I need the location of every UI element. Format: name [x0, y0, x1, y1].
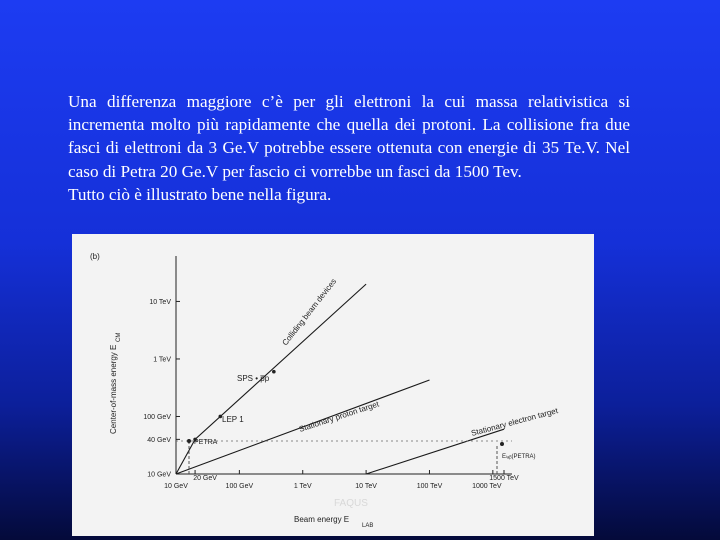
petra-point — [187, 439, 191, 443]
x-tick-label: 10 GeV — [164, 483, 188, 490]
x-tick-label: 10 TeV — [355, 483, 377, 490]
y-tick-label: 100 GeV — [143, 413, 171, 421]
elab-petra-label: Eₗₐᵦ(PETRA) — [502, 454, 536, 460]
y-tick-label: 1 TeV — [153, 356, 171, 364]
x-axis-title: Beam energy E — [294, 515, 350, 524]
lep-label: LEP 1 — [222, 415, 244, 424]
watermark-faqus: FAQUS — [334, 498, 368, 509]
y-axis-sub: CM — [116, 332, 122, 342]
x-axis-sub: LAB — [362, 523, 374, 529]
electron-target-line — [366, 429, 504, 474]
x-tick-label: 1500 TeV — [489, 475, 519, 482]
x-tick-label: 100 GeV — [225, 483, 254, 490]
panel-label: (b) — [90, 252, 100, 261]
body-paragraph-2: Tutto ciò è illustrato bene nella figura. — [68, 184, 332, 204]
elab-point — [500, 442, 504, 446]
body-paragraph: Una differenza maggiore c’è per gli elettroni la cui massa relativistica si incrementa molto più rapidamente che quella dei protoni. La collisione fra due fasci di elettroni da 3 Ge.V potrebbe essere ottenuta con energie di 35 Te.V. Nel caso di Petra 20 Ge.V per fascio ci vorrebbe un fasci da 1500 Tev. — [68, 92, 630, 181]
data-point — [272, 370, 276, 374]
colliding-beam-label: Colliding beam devices — [280, 276, 339, 348]
x-tick-label: 1000 TeV — [472, 483, 502, 490]
slide-body-text — [68, 90, 630, 206]
energy-chart-svg — [72, 234, 594, 536]
y-tick-label: 40 GeV — [147, 436, 171, 444]
x-tick-label: 100 TeV — [416, 483, 443, 490]
sps-label: SPS • p̅p — [237, 374, 270, 383]
chart-series — [176, 284, 504, 474]
y-tick-label: 10 GeV — [147, 471, 171, 479]
energy-chart-figure — [72, 234, 594, 536]
axis-ticks — [143, 299, 519, 490]
proton-target-label: Stationary proton target — [297, 399, 381, 434]
x-tick-label: 20 GeV — [193, 475, 217, 482]
electron-target-label: Stationary electron target — [470, 406, 559, 438]
petra-label: PETRA — [194, 439, 218, 446]
y-axis-title: Center-of-mass energy E — [109, 344, 118, 434]
y-tick-label: 10 TeV — [149, 298, 171, 306]
x-tick-label: 1 TeV — [293, 483, 312, 490]
